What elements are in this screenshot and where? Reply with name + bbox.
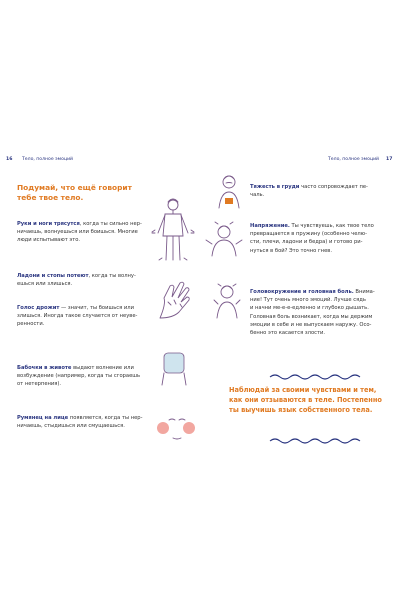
wave-divider-bottom	[270, 438, 360, 444]
item-tension-text: Ты чувствуешь, как твое тело превращается в пружину (особенно челю- сти, плечи, ладони и бедра) и готово ри- нуться в бой? Это точно гнев.	[250, 223, 374, 254]
item-shaking-bold: Руки и ноги трясутся	[17, 221, 80, 227]
item-shaking	[17, 220, 152, 245]
item-tension-bold: Напряжение.	[250, 223, 290, 229]
item-blush-text: появляется, когда ты нер- ничаешь, стыдишься или смущаешься.	[17, 415, 143, 430]
item-butterflies-text: выдают волнение или возбуждение (например, когда ты сгораешь от нетерпения).	[17, 365, 141, 388]
sad-child-chest-illustration	[214, 174, 244, 210]
item-tension	[250, 222, 390, 255]
item-voice-bold: Голос дрожит	[17, 305, 60, 311]
item-heaviness-text: часто сопровождает пе- чаль.	[250, 184, 368, 199]
item-sweating-text: , когда ты волну- ешься или злишься.	[17, 273, 136, 288]
dizzy-child-illustration	[210, 282, 244, 320]
blushing-face-illustration	[156, 408, 196, 448]
item-sweating-bold: Ладони и стопы потеют	[17, 273, 89, 279]
left-page-title: Подумай, что ещё говорит тебе твое тело.	[17, 183, 132, 202]
sweaty-hand-illustration	[156, 280, 198, 324]
item-shaking-text: , когда ты сильно нер- ничаешь, волнуешься или боишься. Многие люди испытывают это.	[17, 221, 142, 244]
item-voice	[17, 304, 152, 329]
item-dizziness-text: Внима- ние! Тут очень много эмоций. Лучше сядь и начни ме-е-е-едленно и глубоко дышать. Головная боль возникает, когда мы держим эмоции в себе и не выпускаем наружу. Осо- бенно это касается злости.	[250, 289, 375, 337]
item-butterflies-bold: Бабочки в животе	[17, 365, 72, 371]
item-butterflies	[17, 364, 152, 389]
item-dizziness-bold: Головокружение и головная боль.	[250, 289, 354, 295]
right-running-title: Тело, полное эмоций	[328, 157, 380, 162]
wave-divider-top	[270, 374, 360, 380]
trembling-child-illustration	[150, 196, 196, 266]
butterflies-belly-illustration	[160, 350, 188, 386]
item-blush-bold: Румянец на лице	[17, 415, 69, 421]
item-dizziness	[250, 288, 390, 337]
closing-note: Наблюдай за своими чувствами и тем, как они отзываются в теле. Постепенно ты выучишь язык собственного тела.	[229, 386, 382, 414]
item-sweating	[17, 272, 152, 288]
item-blush	[17, 414, 152, 430]
item-heaviness	[250, 183, 390, 199]
right-page-number: 17	[386, 157, 393, 162]
left-running-title: Тело, полное эмоций	[22, 157, 74, 162]
item-voice-text: — значит, ты боишься или злишься. Иногда такое случается от неуве- ренности.	[17, 305, 138, 328]
left-page-number: 16	[6, 157, 13, 162]
tense-child-illustration	[204, 222, 244, 258]
item-heaviness-bold: Тяжесть в груди	[250, 184, 300, 190]
